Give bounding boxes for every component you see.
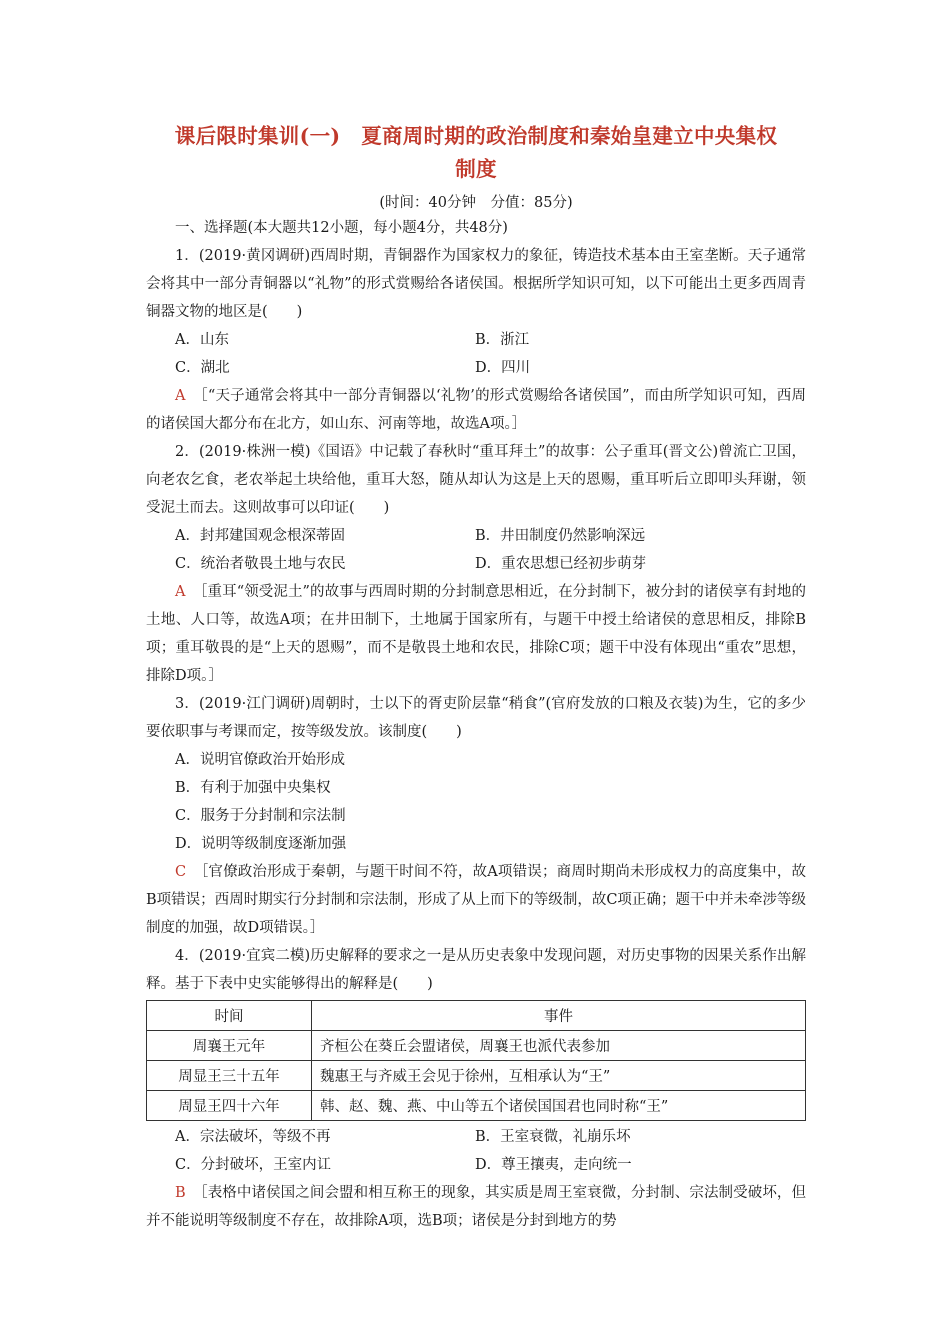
option-a: A．宗法破坏，等级不再 bbox=[175, 1129, 331, 1145]
table-row bbox=[147, 1061, 806, 1091]
option-d: D．重农思想已经初步萌芽 bbox=[475, 556, 647, 572]
answer-letter: B bbox=[175, 1185, 186, 1201]
answer-letter: C bbox=[175, 864, 187, 880]
table-cell-event: 魏惠王与齐威王会见于徐州，互相承认为“王” bbox=[312, 1061, 806, 1091]
option-b: B．井田制度仍然影响深远 bbox=[475, 528, 646, 544]
question-2-options-row-2 bbox=[146, 550, 806, 578]
option-a: A．说明官僚政治开始形成 bbox=[175, 752, 345, 768]
question-1-options-row-1 bbox=[146, 326, 806, 354]
page-title bbox=[146, 120, 806, 186]
question-1-options-row-2 bbox=[146, 354, 806, 382]
answer-letter: A bbox=[175, 584, 186, 600]
question-4-answer bbox=[146, 1179, 806, 1235]
question-2-answer bbox=[146, 578, 806, 690]
option-d: D．四川 bbox=[475, 360, 531, 376]
section-heading: 一、选择题(本大题共12小题，每小题4分，共48分) bbox=[175, 220, 508, 236]
question-2-options-row-1 bbox=[146, 522, 806, 550]
option-d: D．尊王攘夷，走向统一 bbox=[475, 1157, 632, 1173]
answer-explanation: ［表格中诸侯国之间会盟和相互称王的现象，其实质是周王室衰微，分封制、宗法制受破坏，但并不能说明等级制度不存在，故排除A项，选B项；诸侯是分封到地方的势 bbox=[146, 1185, 807, 1229]
option-c: C．湖北 bbox=[175, 360, 230, 376]
document-page bbox=[146, 120, 806, 1235]
option-b: B．浙江 bbox=[475, 332, 530, 348]
table-cell-event: 齐桓公在葵丘会盟诸侯，周襄王也派代表参加 bbox=[312, 1031, 806, 1061]
question-1-stem: 1．(2019·黄冈调研)西周时期，青铜器作为国家权力的象征，铸造技术基本由王室垄断。天子通常会将其中一部分青铜器以“礼物”的形式赏赐给各诸侯国。根据所学知识可知，以下可能出土更多西周青铜器文物的地区是( ) bbox=[146, 248, 806, 320]
title-line-2: 制度 bbox=[455, 157, 497, 181]
table-cell-time: 周显王四十六年 bbox=[147, 1091, 312, 1121]
question-4-options-row-1 bbox=[146, 1123, 806, 1151]
table-cell-time: 周襄王元年 bbox=[147, 1031, 312, 1061]
answer-explanation: ［“天子通常会将其中一部分青铜器以‘礼物’的形式赏赐给各诸侯国”，而由所学知识可知，西周的诸侯国大都分布在北方，如山东、河南等地，故选A项。］ bbox=[146, 388, 807, 432]
question-4-stem: 4．(2019·宜宾二模)历史解释的要求之一是从历史表象中发现问题，对历史事物的因果关系作出解释。基于下表中史实能够得出的解释是( ) bbox=[146, 948, 806, 992]
table-header-event: 事件 bbox=[312, 1001, 806, 1031]
option-b: B．有利于加强中央集权 bbox=[175, 780, 331, 796]
table-header-row bbox=[147, 1001, 806, 1031]
option-a: A．山东 bbox=[175, 332, 229, 348]
option-b: B．王室衰微，礼崩乐坏 bbox=[475, 1129, 631, 1145]
table-cell-event: 韩、赵、魏、燕、中山等五个诸侯国国君也同时称“王” bbox=[312, 1091, 806, 1121]
title-line-1: 课后限时集训(一) 夏商周时期的政治制度和秦始皇建立中央集权 bbox=[174, 124, 778, 148]
question-2-stem: 2．(2019·株洲一模)《国语》中记载了春秋时“重耳拜土”的故事：公子重耳(晋文公)曾流亡卫国，向老农乞食，老农举起土块给他，重耳大怒，随从却认为这是上天的恩赐，重耳听后立即叩头拜谢，领受泥土而去。这则故事可以印证( ) bbox=[146, 444, 806, 516]
question-1-answer bbox=[146, 382, 806, 438]
table-row bbox=[147, 1091, 806, 1121]
option-c: C．服务于分封制和宗法制 bbox=[175, 808, 346, 824]
table-header-time: 时间 bbox=[147, 1001, 312, 1031]
answer-letter: A bbox=[175, 388, 186, 404]
option-d: D．说明等级制度逐渐加强 bbox=[175, 836, 347, 852]
option-c: C．统治者敬畏土地与农民 bbox=[175, 556, 346, 572]
question-3-answer bbox=[146, 858, 806, 942]
answer-explanation: ［官僚政治形成于秦朝，与题干时间不符，故A项错误；商周时期尚未形成权力的高度集中，故B项错误；西周时期实行分封制和宗法制，形成了从上而下的等级制，故C项正确；题干中并未牵涉等级制度的加强，故D项错误。］ bbox=[146, 864, 807, 936]
history-events-table bbox=[146, 1000, 806, 1121]
answer-explanation: ［重耳“领受泥土”的故事与西周时期的分封制意思相近，在分封制下，被分封的诸侯享有封地的土地、人口等，故选A项；在井田制下，土地属于国家所有，与题干中授土给诸侯的意思相反，排除B项；重耳敬畏的是“上天的恩赐”，而不是敬畏土地和农民，排除C项；题干中没有体现出“重农”思想，排除D项。］ bbox=[146, 584, 807, 684]
question-3-stem: 3．(2019·江门调研)周朝时，士以下的胥吏阶层靠“稍食”(官府发放的口粮及衣装)为生，它的多少要依职事与考课而定，按等级发放。该制度( ) bbox=[146, 696, 806, 740]
option-a: A．封邦建国观念根深蒂固 bbox=[175, 528, 345, 544]
time-score-info: (时间：40分钟 分值：85分) bbox=[379, 195, 573, 211]
option-c: C．分封破坏，王室内讧 bbox=[175, 1157, 332, 1173]
table-row bbox=[147, 1031, 806, 1061]
question-4-options-row-2 bbox=[146, 1151, 806, 1179]
table-cell-time: 周显王三十五年 bbox=[147, 1061, 312, 1091]
